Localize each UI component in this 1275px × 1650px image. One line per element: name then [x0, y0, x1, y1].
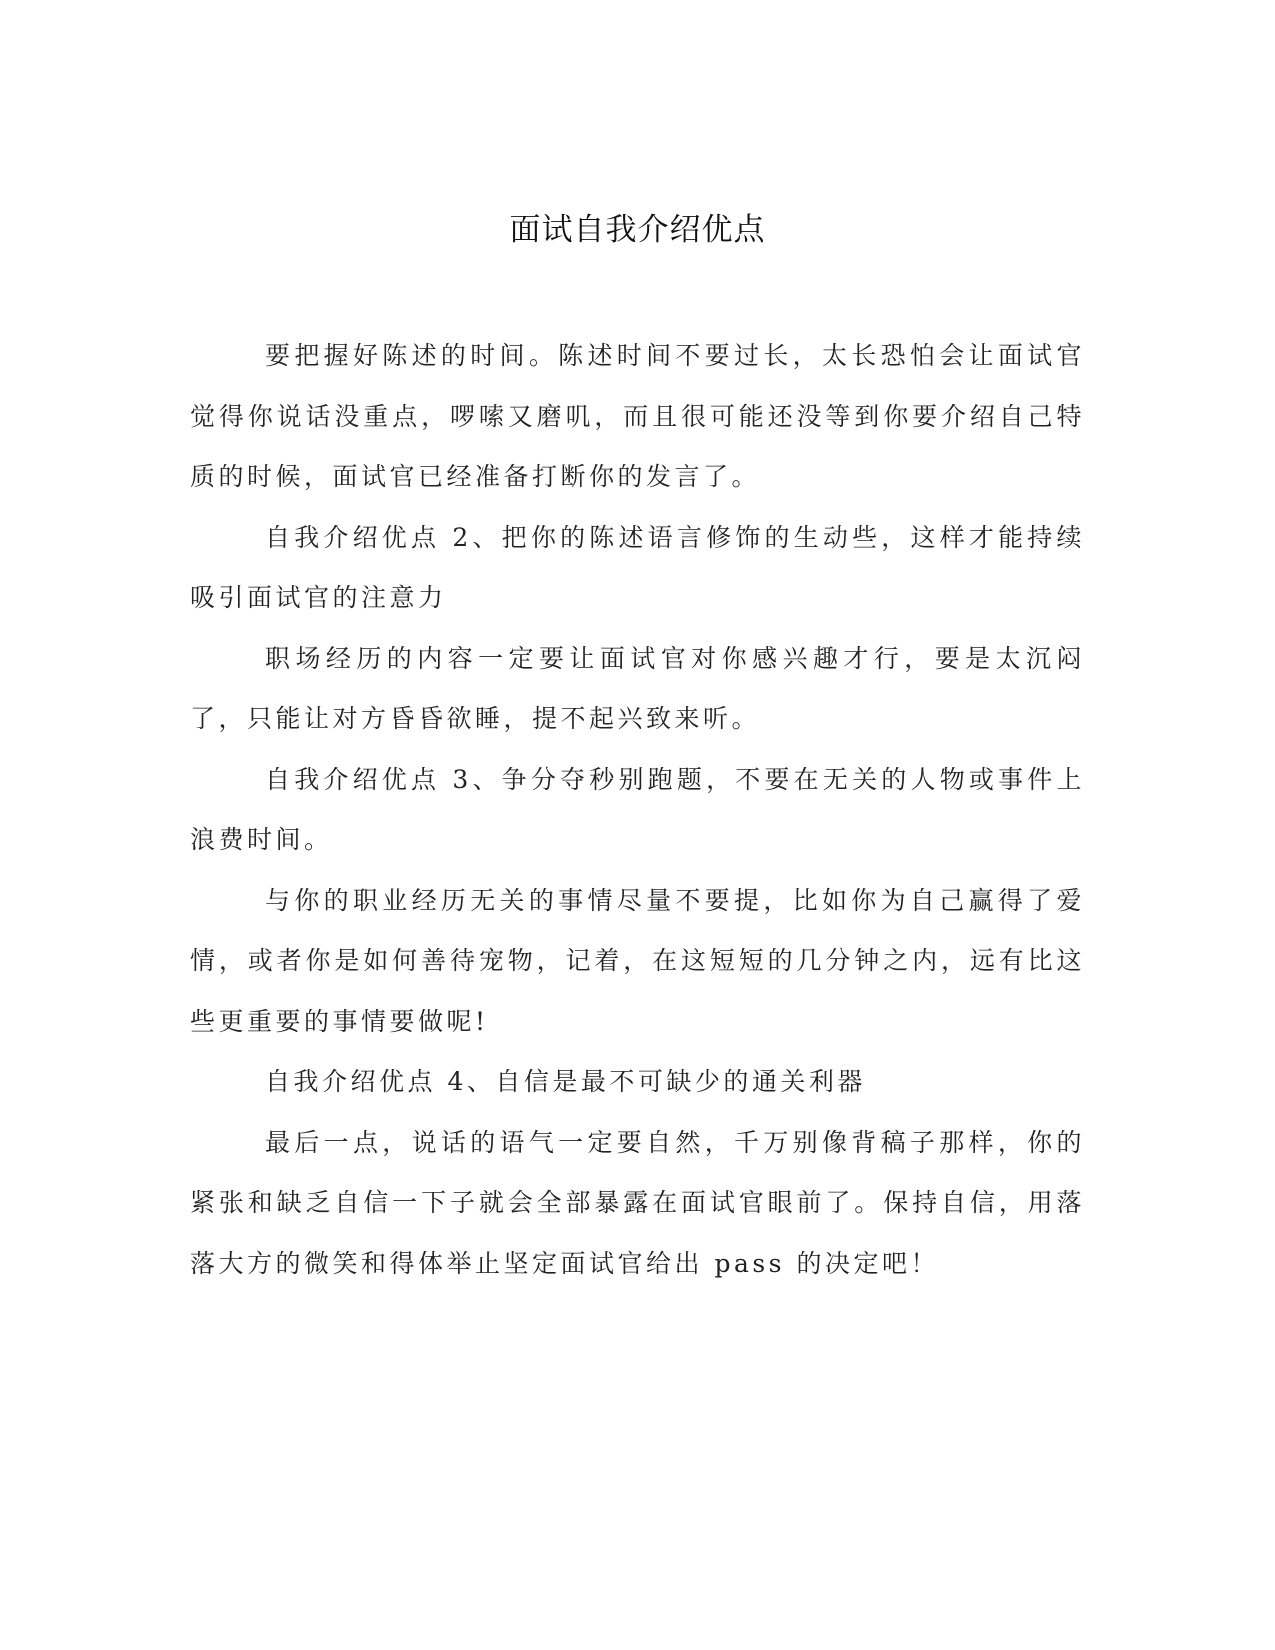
paragraph-time-management: 要把握好陈述的时间。陈述时间不要过长，太长恐怕会让面试官觉得你说话没重点，啰嗦又磨叽，而且很可能还没等到你要介绍自己特质的时候，面试官已经准备打断你的发言了。	[190, 341, 1085, 491]
paragraph-point-3-heading: 自我介绍优点 3、争分夺秒别跑题，不要在无关的人物或事件上浪费时间。	[190, 764, 1085, 854]
paragraph-point-4-detail: 最后一点，说话的语气一定要自然，千万别像背稿子那样，你的紧张和缺乏自信一下子就会全部暴露在面试官眼前了。保持自信，用落落大方的微笑和得体举止坚定面试官给出 pass 的决定吧！	[190, 1127, 1085, 1278]
document-body	[190, 326, 1085, 1294]
paragraph-point-3-detail: 与你的职业经历无关的事情尽量不要提，比如你为自己赢得了爱情，或者你是如何善待宠物，记着，在这短短的几分钟之内，远有比这些更重要的事情要做呢!	[190, 885, 1085, 1036]
paragraph-point-2-heading: 自我介绍优点 2、把你的陈述语言修饰的生动些，这样才能持续吸引面试官的注意力	[190, 522, 1085, 612]
paragraph-point-2-detail: 职场经历的内容一定要让面试官对你感兴趣才行，要是太沉闷了，只能让对方昏昏欲睡，提不起兴致来听。	[190, 643, 1085, 733]
paragraph-point-4-heading: 自我介绍优点 4、自信是最不可缺少的通关利器	[265, 1067, 866, 1096]
document-title: 面试自我介绍优点	[509, 212, 766, 248]
